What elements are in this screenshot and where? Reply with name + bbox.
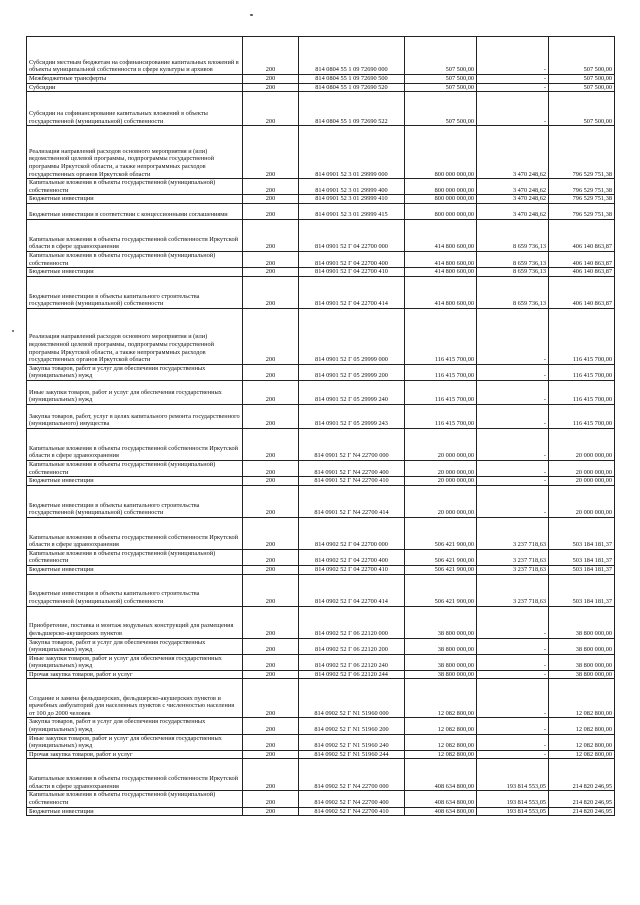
remaining-amount-cell: 20 000 000,00 bbox=[549, 460, 615, 476]
table-row bbox=[27, 477, 615, 486]
remaining-amount-cell: 503 184 181,37 bbox=[549, 565, 615, 574]
approved-amount-cell: 507 500,00 bbox=[405, 75, 477, 84]
row-name-cell: Бюджетные инвестиции bbox=[27, 195, 243, 204]
remaining-amount-cell: 116 415 700,00 bbox=[549, 380, 615, 404]
remaining-amount-cell: 12 082 800,00 bbox=[549, 734, 615, 750]
budget-code-cell: 814 0902 52 Г N4 22700 410 bbox=[299, 807, 405, 816]
approved-amount-cell: 506 421 900,00 bbox=[405, 574, 477, 606]
executed-amount-cell: 8 659 736,13 bbox=[477, 251, 549, 267]
table-row bbox=[27, 549, 615, 565]
approved-amount-cell: 20 000 000,00 bbox=[405, 428, 477, 460]
row-code-cell: 200 bbox=[243, 92, 299, 126]
row-code-cell: 200 bbox=[243, 276, 299, 308]
remaining-amount-cell: 12 082 800,00 bbox=[549, 679, 615, 718]
budget-code-cell: 814 0902 52 Г 04 22700 000 bbox=[299, 517, 405, 549]
executed-amount-cell: - bbox=[477, 718, 549, 734]
row-name-cell: Бюджетные инвестиции bbox=[27, 565, 243, 574]
executed-amount-cell: 3 237 718,63 bbox=[477, 517, 549, 549]
executed-amount-cell: - bbox=[477, 750, 549, 759]
executed-amount-cell: 3 237 718,63 bbox=[477, 549, 549, 565]
executed-amount-cell: - bbox=[477, 75, 549, 84]
table-row bbox=[27, 75, 615, 84]
budget-code-cell: 814 0804 55 1 09 72690 520 bbox=[299, 83, 405, 92]
budget-code-cell: 814 0804 55 1 09 72690 000 bbox=[299, 37, 405, 75]
row-name-cell: Прочая закупка товаров, работ и услуг bbox=[27, 750, 243, 759]
budget-code-cell: 814 0902 52 Г N4 22700 000 bbox=[299, 759, 405, 791]
row-code-cell: 200 bbox=[243, 126, 299, 179]
row-code-cell: 200 bbox=[243, 734, 299, 750]
remaining-amount-cell: 406 140 863,87 bbox=[549, 268, 615, 277]
remaining-amount-cell: 38 800 000,00 bbox=[549, 606, 615, 638]
executed-amount-cell: - bbox=[477, 308, 549, 364]
row-code-cell: 200 bbox=[243, 750, 299, 759]
executed-amount-cell: 193 814 553,05 bbox=[477, 791, 549, 807]
executed-amount-cell: 3 470 248,62 bbox=[477, 195, 549, 204]
budget-code-cell: 814 0902 52 Г 06 22120 240 bbox=[299, 654, 405, 670]
executed-amount-cell: - bbox=[477, 37, 549, 75]
table-row bbox=[27, 308, 615, 364]
row-code-cell: 200 bbox=[243, 807, 299, 816]
remaining-amount-cell: 214 820 246,95 bbox=[549, 807, 615, 816]
approved-amount-cell: 116 415 700,00 bbox=[405, 364, 477, 380]
row-code-cell: 200 bbox=[243, 718, 299, 734]
remaining-amount-cell: 796 529 751,38 bbox=[549, 179, 615, 195]
executed-amount-cell: - bbox=[477, 83, 549, 92]
approved-amount-cell: 507 500,00 bbox=[405, 92, 477, 126]
table-row bbox=[27, 380, 615, 404]
remaining-amount-cell: 38 800 000,00 bbox=[549, 670, 615, 679]
approved-amount-cell: 12 082 800,00 bbox=[405, 679, 477, 718]
row-name-cell: Бюджетные инвестиции в объекты капитального строительства государственной (муниципальной) собственности bbox=[27, 485, 243, 517]
executed-amount-cell: - bbox=[477, 364, 549, 380]
executed-amount-cell: - bbox=[477, 679, 549, 718]
table-row bbox=[27, 219, 615, 251]
executed-amount-cell: - bbox=[477, 485, 549, 517]
table-row bbox=[27, 606, 615, 638]
approved-amount-cell: 20 000 000,00 bbox=[405, 477, 477, 486]
row-name-cell: Бюджетные инвестиции bbox=[27, 807, 243, 816]
row-code-cell: 200 bbox=[243, 428, 299, 460]
budget-code-cell: 814 0902 52 Г 06 22120 000 bbox=[299, 606, 405, 638]
budget-code-cell: 814 0902 52 Г N4 22700 400 bbox=[299, 791, 405, 807]
approved-amount-cell: 12 082 800,00 bbox=[405, 734, 477, 750]
approved-amount-cell: 506 421 900,00 bbox=[405, 517, 477, 549]
row-code-cell: 200 bbox=[243, 791, 299, 807]
remaining-amount-cell: 507 500,00 bbox=[549, 83, 615, 92]
row-code-cell: 200 bbox=[243, 517, 299, 549]
remaining-amount-cell: 20 000 000,00 bbox=[549, 428, 615, 460]
table-row bbox=[27, 807, 615, 816]
row-name-cell: Иные закупки товаров, работ и услуг для обеспечения государственных (муниципальных) нужд bbox=[27, 734, 243, 750]
approved-amount-cell: 408 634 800,00 bbox=[405, 759, 477, 791]
executed-amount-cell: 8 659 736,13 bbox=[477, 276, 549, 308]
budget-code-cell: 814 0901 52 Г N4 22700 000 bbox=[299, 428, 405, 460]
row-name-cell: Субсидии на софинансирование капитальных вложений в объекты государственной (муниципальной) собственности bbox=[27, 92, 243, 126]
budget-code-cell: 814 0901 52 Г 05 29999 243 bbox=[299, 404, 405, 428]
row-code-cell: 200 bbox=[243, 477, 299, 486]
approved-amount-cell: 800 000 000,00 bbox=[405, 179, 477, 195]
row-name-cell: Закупка товаров, работ и услуг для обеспечения государственных (муниципальных) нужд bbox=[27, 718, 243, 734]
budget-code-cell: 814 0902 52 Г N1 51960 200 bbox=[299, 718, 405, 734]
executed-amount-cell: - bbox=[477, 670, 549, 679]
row-name-cell: Бюджетные инвестиции bbox=[27, 268, 243, 277]
remaining-amount-cell: 503 184 181,37 bbox=[549, 517, 615, 549]
row-name-cell: Иные закупки товаров, работ и услуг для обеспечения государственных (муниципальных) нужд bbox=[27, 654, 243, 670]
row-code-cell: 200 bbox=[243, 37, 299, 75]
row-code-cell: 200 bbox=[243, 203, 299, 219]
row-code-cell: 200 bbox=[243, 251, 299, 267]
remaining-amount-cell: 507 500,00 bbox=[549, 92, 615, 126]
row-name-cell: Бюджетные инвестиции в объекты капитального строительства государственной (муниципальной) собственности bbox=[27, 574, 243, 606]
executed-amount-cell: 3 470 248,62 bbox=[477, 179, 549, 195]
budget-code-cell: 814 0902 52 Г N1 51960 000 bbox=[299, 679, 405, 718]
row-code-cell: 200 bbox=[243, 759, 299, 791]
executed-amount-cell: - bbox=[477, 92, 549, 126]
remaining-amount-cell: 12 082 800,00 bbox=[549, 718, 615, 734]
row-name-cell: Межбюджетные трансферты bbox=[27, 75, 243, 84]
row-code-cell: 200 bbox=[243, 380, 299, 404]
table-row bbox=[27, 654, 615, 670]
remaining-amount-cell: 796 529 751,38 bbox=[549, 195, 615, 204]
remaining-amount-cell: 507 500,00 bbox=[549, 75, 615, 84]
remaining-amount-cell: 116 415 700,00 bbox=[549, 364, 615, 380]
budget-code-cell: 814 0901 52 Г 04 22700 400 bbox=[299, 251, 405, 267]
table-row bbox=[27, 734, 615, 750]
budget-code-cell: 814 0902 52 Г 06 22120 244 bbox=[299, 670, 405, 679]
row-name-cell: Приобретение, поставка и монтаж модульных конструкций для размещения фельдшерско-акушерских пунктов bbox=[27, 606, 243, 638]
row-code-cell: 200 bbox=[243, 460, 299, 476]
approved-amount-cell: 506 421 900,00 bbox=[405, 565, 477, 574]
table-row bbox=[27, 718, 615, 734]
budget-code-cell: 814 0902 52 Г 04 22700 410 bbox=[299, 565, 405, 574]
budget-code-cell: 814 0901 52 3 01 29999 400 bbox=[299, 179, 405, 195]
approved-amount-cell: 38 800 000,00 bbox=[405, 638, 477, 654]
executed-amount-cell: 8 659 736,13 bbox=[477, 219, 549, 251]
table-row bbox=[27, 268, 615, 277]
approved-amount-cell: 12 082 800,00 bbox=[405, 750, 477, 759]
budget-code-cell: 814 0901 52 Г 05 29999 240 bbox=[299, 380, 405, 404]
approved-amount-cell: 414 800 600,00 bbox=[405, 251, 477, 267]
executed-amount-cell: 193 814 553,05 bbox=[477, 759, 549, 791]
budget-code-cell: 814 0901 52 3 01 29999 410 bbox=[299, 195, 405, 204]
remaining-amount-cell: 38 800 000,00 bbox=[549, 638, 615, 654]
table-row bbox=[27, 92, 615, 126]
executed-amount-cell: - bbox=[477, 638, 549, 654]
budget-code-cell: 814 0902 52 Г 06 22120 200 bbox=[299, 638, 405, 654]
row-code-cell: 200 bbox=[243, 654, 299, 670]
row-name-cell: Капитальные вложения в объекты государственной (муниципальной) собственности bbox=[27, 791, 243, 807]
budget-code-cell: 814 0804 55 1 09 72690 522 bbox=[299, 92, 405, 126]
row-code-cell: 200 bbox=[243, 308, 299, 364]
row-name-cell: Создание и замена фельдшерских, фельдшерско-акушерских пунктов и врачебных амбулаторий для населенных пунктов с численностью населения от 100 до 2000 человек bbox=[27, 679, 243, 718]
row-name-cell: Капитальные вложения в объекты государственной (муниципальной) собственности bbox=[27, 460, 243, 476]
approved-amount-cell: 800 000 000,00 bbox=[405, 195, 477, 204]
approved-amount-cell: 116 415 700,00 bbox=[405, 308, 477, 364]
executed-amount-cell: 3 237 718,63 bbox=[477, 574, 549, 606]
approved-amount-cell: 408 634 800,00 bbox=[405, 807, 477, 816]
approved-amount-cell: 507 500,00 bbox=[405, 37, 477, 75]
table-row bbox=[27, 517, 615, 549]
approved-amount-cell: 38 800 000,00 bbox=[405, 670, 477, 679]
remaining-amount-cell: 116 415 700,00 bbox=[549, 404, 615, 428]
budget-execution-table bbox=[26, 36, 615, 816]
row-code-cell: 200 bbox=[243, 638, 299, 654]
row-name-cell: Закупка товаров, работ и услуг для обеспечения государственных (муниципальных) нужд bbox=[27, 638, 243, 654]
budget-code-cell: 814 0901 52 Г N4 22700 410 bbox=[299, 477, 405, 486]
approved-amount-cell: 38 800 000,00 bbox=[405, 654, 477, 670]
remaining-amount-cell: 406 140 863,87 bbox=[549, 251, 615, 267]
table-row bbox=[27, 460, 615, 476]
approved-amount-cell: 116 415 700,00 bbox=[405, 404, 477, 428]
remaining-amount-cell: 12 082 800,00 bbox=[549, 750, 615, 759]
table-row bbox=[27, 679, 615, 718]
row-code-cell: 200 bbox=[243, 364, 299, 380]
approved-amount-cell: 800 000 000,00 bbox=[405, 203, 477, 219]
row-code-cell: 200 bbox=[243, 404, 299, 428]
row-code-cell: 200 bbox=[243, 219, 299, 251]
table-row bbox=[27, 126, 615, 179]
budget-code-cell: 814 0902 52 Г 04 22700 400 bbox=[299, 549, 405, 565]
executed-amount-cell: 8 659 736,13 bbox=[477, 268, 549, 277]
row-name-cell: Реализация направлений расходов основного мероприятия и (или) ведомственной целевой программы, подпрограммы государственной программы Иркутской области, а также непрограммных расходов государственных органов Иркутской области bbox=[27, 308, 243, 364]
table-row bbox=[27, 251, 615, 267]
row-name-cell: Бюджетные инвестиции bbox=[27, 477, 243, 486]
approved-amount-cell: 408 634 800,00 bbox=[405, 791, 477, 807]
budget-code-cell: 814 0901 52 Г 04 22700 410 bbox=[299, 268, 405, 277]
executed-amount-cell: - bbox=[477, 460, 549, 476]
table-row bbox=[27, 83, 615, 92]
row-name-cell: Капитальные вложения в объекты государственной собственности Иркутской области в сфере здравоохранения bbox=[27, 759, 243, 791]
row-name-cell: Капитальные вложения в объекты государственной (муниципальной) собственности bbox=[27, 179, 243, 195]
row-name-cell: Закупка товаров, работ и услуг для обеспечения государственных (муниципальных) нужд bbox=[27, 364, 243, 380]
executed-amount-cell: 3 470 248,62 bbox=[477, 126, 549, 179]
executed-amount-cell: - bbox=[477, 606, 549, 638]
remaining-amount-cell: 406 140 863,87 bbox=[549, 219, 615, 251]
remaining-amount-cell: 503 184 181,37 bbox=[549, 574, 615, 606]
executed-amount-cell: - bbox=[477, 654, 549, 670]
approved-amount-cell: 20 000 000,00 bbox=[405, 460, 477, 476]
budget-code-cell: 814 0902 52 Г N1 51960 244 bbox=[299, 750, 405, 759]
approved-amount-cell: 800 000 000,00 bbox=[405, 126, 477, 179]
executed-amount-cell: - bbox=[477, 404, 549, 428]
table-row bbox=[27, 37, 615, 75]
row-code-cell: 200 bbox=[243, 179, 299, 195]
executed-amount-cell: - bbox=[477, 477, 549, 486]
row-name-cell: Капитальные вложения в объекты государственной (муниципальной) собственности bbox=[27, 549, 243, 565]
table-row bbox=[27, 404, 615, 428]
row-name-cell: Капитальные вложения в объекты государственной собственности Иркутской области в сфере здравоохранения bbox=[27, 517, 243, 549]
row-code-cell: 200 bbox=[243, 485, 299, 517]
approved-amount-cell: 38 800 000,00 bbox=[405, 606, 477, 638]
table-body bbox=[27, 37, 615, 816]
row-name-cell: Бюджетные инвестиции в объекты капитального строительства государственной (муниципальной) собственности bbox=[27, 276, 243, 308]
budget-code-cell: 814 0901 52 Г N4 22700 400 bbox=[299, 460, 405, 476]
row-code-cell: 200 bbox=[243, 679, 299, 718]
scan-speck bbox=[12, 330, 14, 332]
table-row bbox=[27, 791, 615, 807]
executed-amount-cell: - bbox=[477, 428, 549, 460]
row-name-cell: Капитальные вложения в объекты государственной (муниципальной) собственности bbox=[27, 251, 243, 267]
budget-code-cell: 814 0901 52 3 01 29999 415 bbox=[299, 203, 405, 219]
row-code-cell: 200 bbox=[243, 574, 299, 606]
remaining-amount-cell: 796 529 751,38 bbox=[549, 203, 615, 219]
approved-amount-cell: 20 000 000,00 bbox=[405, 485, 477, 517]
remaining-amount-cell: 116 415 700,00 bbox=[549, 308, 615, 364]
remaining-amount-cell: 507 500,00 bbox=[549, 37, 615, 75]
row-code-cell: 200 bbox=[243, 268, 299, 277]
table-row bbox=[27, 195, 615, 204]
row-name-cell: Субсидии местным бюджетам на софинансирование капитальных вложений в объекты муниципальной собственности в сфере культуры и архивов bbox=[27, 37, 243, 75]
remaining-amount-cell: 20 000 000,00 bbox=[549, 485, 615, 517]
table-row bbox=[27, 565, 615, 574]
table-row bbox=[27, 179, 615, 195]
remaining-amount-cell: 20 000 000,00 bbox=[549, 477, 615, 486]
remaining-amount-cell: 406 140 863,87 bbox=[549, 276, 615, 308]
row-name-cell: Капитальные вложения в объекты государственной собственности Иркутской области в сфере здравоохранения bbox=[27, 428, 243, 460]
remaining-amount-cell: 796 529 751,38 bbox=[549, 126, 615, 179]
row-code-cell: 200 bbox=[243, 75, 299, 84]
table-row bbox=[27, 759, 615, 791]
approved-amount-cell: 506 421 900,00 bbox=[405, 549, 477, 565]
approved-amount-cell: 12 082 800,00 bbox=[405, 718, 477, 734]
budget-code-cell: 814 0804 55 1 09 72690 500 bbox=[299, 75, 405, 84]
budget-code-cell: 814 0901 52 Г 05 29999 200 bbox=[299, 364, 405, 380]
row-name-cell: Реализация направлений расходов основного мероприятия и (или) ведомственной целевой программы, подпрограммы государственной программы Иркутской области, а также непрограммных расходов государственных органов Иркутской области bbox=[27, 126, 243, 179]
budget-code-cell: 814 0901 52 Г 04 22700 414 bbox=[299, 276, 405, 308]
row-code-cell: 200 bbox=[243, 83, 299, 92]
executed-amount-cell: - bbox=[477, 734, 549, 750]
table-row bbox=[27, 203, 615, 219]
row-name-cell: Прочая закупка товаров, работ и услуг bbox=[27, 670, 243, 679]
budget-code-cell: 814 0902 52 Г N1 51960 240 bbox=[299, 734, 405, 750]
row-code-cell: 200 bbox=[243, 565, 299, 574]
budget-code-cell: 814 0901 52 Г N4 22700 414 bbox=[299, 485, 405, 517]
executed-amount-cell: 193 814 553,05 bbox=[477, 807, 549, 816]
document-page bbox=[26, 36, 614, 816]
row-code-cell: 200 bbox=[243, 195, 299, 204]
remaining-amount-cell: 214 820 246,95 bbox=[549, 759, 615, 791]
approved-amount-cell: 116 415 700,00 bbox=[405, 380, 477, 404]
remaining-amount-cell: 38 800 000,00 bbox=[549, 654, 615, 670]
approved-amount-cell: 414 800 600,00 bbox=[405, 268, 477, 277]
table-row bbox=[27, 670, 615, 679]
row-code-cell: 200 bbox=[243, 549, 299, 565]
table-row bbox=[27, 485, 615, 517]
executed-amount-cell: 3 470 248,62 bbox=[477, 203, 549, 219]
table-row bbox=[27, 428, 615, 460]
table-row bbox=[27, 638, 615, 654]
remaining-amount-cell: 503 184 181,37 bbox=[549, 549, 615, 565]
row-name-cell: Капитальные вложения в объекты государственной собственности Иркутской области в сфере здравоохранения bbox=[27, 219, 243, 251]
row-name-cell: Закупка товаров, работ, услуг в целях капитального ремонта государственного (муниципального) имущества bbox=[27, 404, 243, 428]
executed-amount-cell: - bbox=[477, 380, 549, 404]
remaining-amount-cell: 214 820 246,95 bbox=[549, 791, 615, 807]
table-row bbox=[27, 276, 615, 308]
row-name-cell: Субсидии bbox=[27, 83, 243, 92]
approved-amount-cell: 414 800 600,00 bbox=[405, 219, 477, 251]
approved-amount-cell: 414 800 600,00 bbox=[405, 276, 477, 308]
executed-amount-cell: 3 237 718,63 bbox=[477, 565, 549, 574]
row-code-cell: 200 bbox=[243, 606, 299, 638]
budget-code-cell: 814 0902 52 Г 04 22700 414 bbox=[299, 574, 405, 606]
budget-code-cell: 814 0901 52 Г 04 22700 000 bbox=[299, 219, 405, 251]
approved-amount-cell: 507 500,00 bbox=[405, 83, 477, 92]
budget-code-cell: 814 0901 52 3 01 29999 000 bbox=[299, 126, 405, 179]
row-code-cell: 200 bbox=[243, 670, 299, 679]
table-row bbox=[27, 750, 615, 759]
row-name-cell: Бюджетные инвестиции в соответствии с концессионными соглашениями bbox=[27, 203, 243, 219]
budget-code-cell: 814 0901 52 Г 05 29999 000 bbox=[299, 308, 405, 364]
table-row bbox=[27, 364, 615, 380]
row-name-cell: Иные закупки товаров, работ и услуг для обеспечения государственных (муниципальных) нужд bbox=[27, 380, 243, 404]
scan-speck bbox=[250, 14, 253, 16]
table-row bbox=[27, 574, 615, 606]
